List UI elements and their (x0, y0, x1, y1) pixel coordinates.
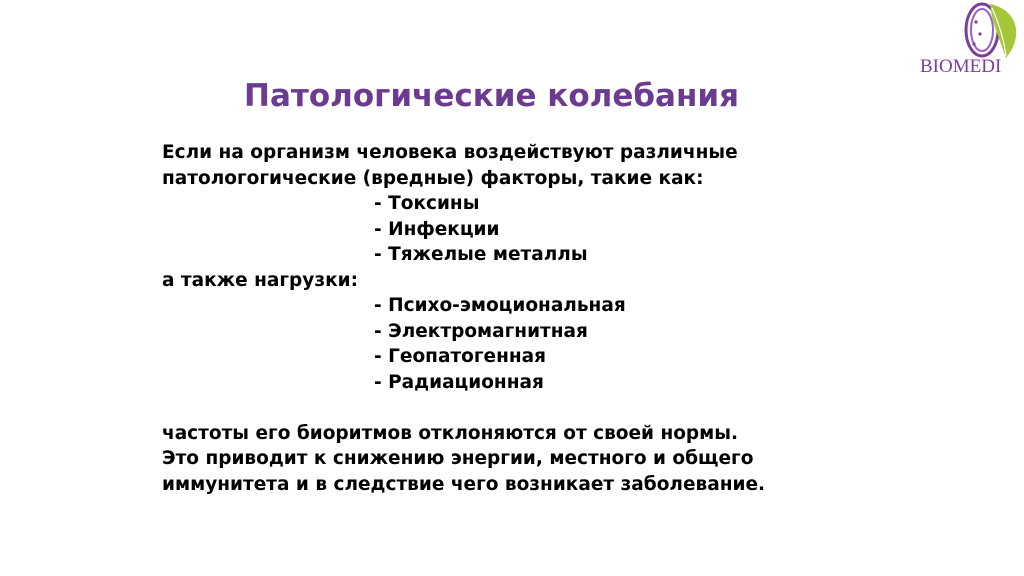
factor-item: - Токсины (374, 193, 480, 214)
load-item: - Психо-эмоциональная (374, 295, 626, 316)
biomedi-logo (914, 0, 1024, 82)
leaf-logo-icon (960, 0, 1024, 62)
blank-line (162, 395, 765, 421)
slide-body (162, 140, 765, 497)
load-item: - Геопатогенная (374, 346, 547, 367)
conclusion-line: иммунитета и в следствие чего возникает заболевание. (162, 473, 766, 495)
factor-item: - Тяжелые металлы (374, 244, 588, 265)
intro-line: патологогические (вредные) факторы, такие как: (162, 167, 704, 189)
load-item: - Электромагнитная (374, 320, 588, 342)
intro-line: Если на организм человека воздействуют различные (162, 142, 738, 163)
load-item: - Радиационная (374, 371, 544, 393)
logo-text: BIOMEDI (920, 56, 1002, 77)
conclusion-line: частоты его биоритмов отклоняются от своей нормы. (162, 422, 739, 444)
factor-item: - Инфекции (374, 218, 500, 240)
conclusion-line: Это приводит к снижению энергии, местного и общего (162, 448, 754, 469)
slide-title: Патологические колебания (244, 78, 739, 114)
loads-heading: а также нагрузки: (162, 269, 358, 291)
